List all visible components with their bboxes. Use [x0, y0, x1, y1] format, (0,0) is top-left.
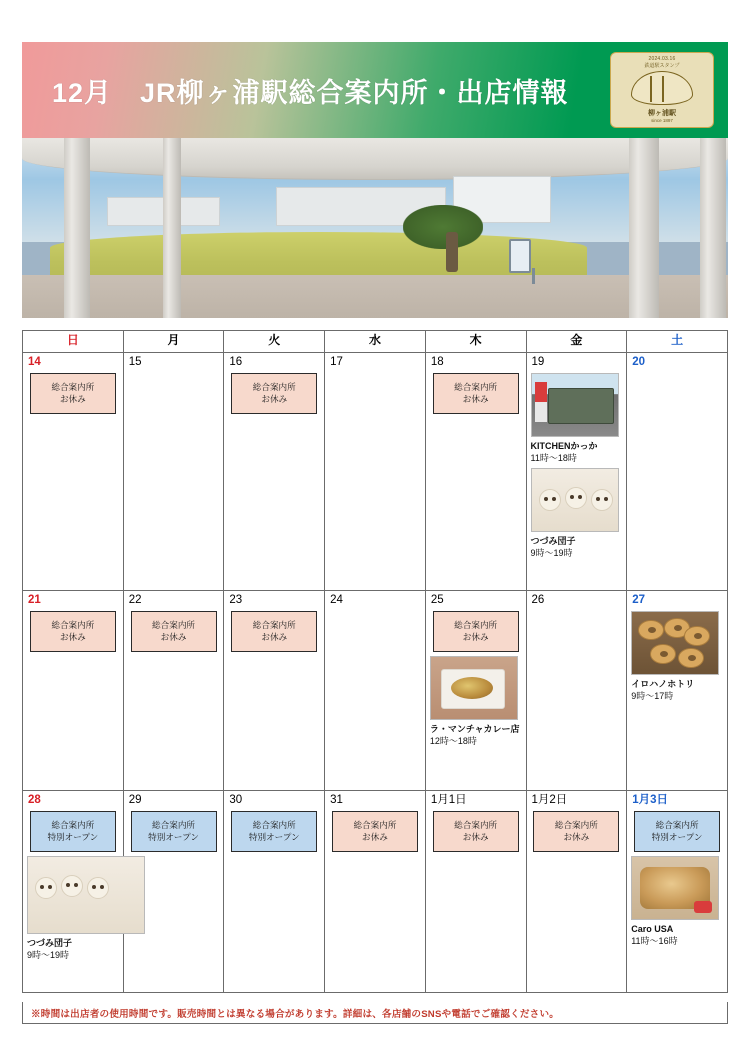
dango-ball-icon	[539, 489, 561, 511]
status-badge-line: お休み	[362, 832, 388, 843]
day-number: 1月2日	[531, 794, 568, 806]
day-cell-content	[124, 611, 224, 656]
calendar-weekday-土: 土	[627, 331, 728, 353]
calendar-day-cell[interactable]	[627, 353, 728, 591]
day-cell-content	[627, 369, 727, 373]
day-cell-content	[627, 611, 727, 706]
calendar-day-cell[interactable]	[627, 791, 728, 993]
day-cell-content	[23, 811, 123, 965]
bagel-icon	[638, 620, 664, 640]
bagel-icon	[684, 626, 710, 646]
day-number: 19	[531, 356, 545, 368]
calendar-week-row	[23, 353, 728, 591]
day-number: 14	[28, 356, 41, 368]
status-badge-line: お休み	[462, 394, 489, 405]
day-number: 17	[330, 356, 343, 368]
day-cell-content	[426, 373, 526, 418]
vendor-entry	[631, 856, 723, 947]
calendar-day-cell[interactable]	[224, 353, 325, 591]
dango-ball-icon	[87, 877, 109, 899]
vendor-entry	[631, 611, 723, 702]
info-center-status-badge	[30, 373, 116, 414]
day-cell-content	[527, 373, 627, 564]
info-center-status-badge	[533, 811, 619, 852]
vendor-hours: 12時〜18時	[429, 735, 477, 746]
vendor-hours: 11時〜16時	[631, 935, 678, 946]
day-cell-content	[224, 811, 324, 856]
vendor-name: つづみ団子	[530, 535, 576, 546]
photo-pillar-3	[629, 138, 659, 318]
info-center-status-badge	[30, 811, 116, 852]
bagel-icon	[678, 648, 704, 668]
day-cell-content	[527, 811, 627, 856]
status-badge-line: 総合案内所	[51, 619, 95, 630]
photo-information-board	[509, 239, 531, 273]
calendar-day-cell[interactable]	[425, 591, 526, 791]
station-building-icon	[631, 71, 693, 105]
bagel-icon	[650, 644, 676, 664]
calendar-day-cell[interactable]	[23, 791, 124, 993]
status-badge-line: お休み	[462, 832, 489, 843]
status-badge-line: お休み	[160, 632, 187, 643]
vendor-photo	[430, 656, 518, 720]
day-number: 23	[229, 594, 243, 606]
calendar-day-cell[interactable]	[526, 591, 627, 791]
status-badge-line: 総合案内所	[454, 819, 498, 830]
status-badge-line: お休み	[59, 632, 86, 643]
day-number: 30	[229, 794, 243, 806]
status-badge-line: お休み	[261, 632, 288, 643]
day-cell-content	[124, 811, 224, 856]
vendor-name: Caro USA	[631, 923, 674, 934]
status-badge-line: 総合案内所	[252, 819, 296, 830]
info-center-status-badge	[433, 373, 519, 414]
info-center-status-badge	[433, 811, 519, 852]
status-badge-line: 特別オープン	[248, 832, 300, 843]
vendor-entry	[531, 468, 623, 559]
vendor-hours: 9時〜19時	[530, 548, 573, 559]
stamp-subtitle: 鉄道駅スタンプ	[644, 63, 680, 69]
status-badge-line: 総合案内所	[152, 819, 196, 830]
day-cell-content	[224, 373, 324, 418]
vendor-name: イロハノホトリ	[631, 678, 695, 689]
day-cell-content	[224, 611, 324, 656]
calendar-day-cell[interactable]	[325, 353, 426, 591]
photo-palm-crown	[403, 205, 483, 249]
calendar-day-cell[interactable]	[325, 591, 426, 791]
day-number: 15	[128, 356, 142, 368]
calendar-table	[22, 330, 728, 993]
calendar-day-cell[interactable]	[425, 791, 526, 993]
calendar-day-cell[interactable]	[627, 591, 728, 791]
calendar-day-cell[interactable]	[123, 353, 224, 591]
vendor-photo	[531, 468, 619, 532]
status-badge-line: 特別オープン	[47, 832, 99, 843]
calendar-day-cell[interactable]	[526, 353, 627, 591]
status-badge-line: 総合案内所	[51, 819, 95, 830]
status-badge-line: 特別オープン	[651, 832, 703, 843]
vendor-photo	[631, 611, 719, 675]
status-badge-line: 総合案内所	[252, 381, 296, 392]
calendar-day-cell[interactable]	[425, 353, 526, 591]
vendor-hours: 9時〜17時	[631, 690, 674, 701]
day-number: 31	[330, 794, 343, 806]
status-badge-line: お休み	[59, 394, 86, 405]
day-number: 22	[128, 594, 142, 606]
photo-signpost	[532, 268, 535, 284]
calendar-weekday-日: 日	[23, 331, 124, 353]
day-cell-content	[23, 611, 123, 656]
calendar-weekday-金: 金	[526, 331, 627, 353]
day-number: 29	[128, 794, 142, 806]
status-badge-line: お休み	[462, 632, 489, 643]
photo-palm-trunk	[446, 232, 458, 272]
calendar-day-cell[interactable]	[224, 591, 325, 791]
status-badge-line: 総合案内所	[655, 819, 699, 830]
info-center-status-badge	[231, 811, 317, 852]
status-badge-line: 総合案内所	[152, 619, 196, 630]
day-number: 26	[531, 594, 545, 606]
calendar-day-cell[interactable]	[526, 791, 627, 993]
status-badge-line: 総合案内所	[554, 819, 598, 830]
calendar-weekday-水: 水	[325, 331, 426, 353]
calendar-weekday-木: 木	[425, 331, 526, 353]
vendor-photo	[531, 373, 619, 437]
photo-canopy	[22, 138, 728, 180]
dango-ball-icon	[61, 875, 83, 897]
dango-ball-icon	[591, 489, 613, 511]
info-center-status-badge	[332, 811, 418, 852]
stamp-station-name: 柳ヶ浦駅	[648, 110, 676, 117]
day-cell-content	[325, 607, 425, 611]
day-number: 18	[430, 356, 444, 368]
info-center-status-badge	[131, 611, 217, 652]
vendor-entry	[27, 856, 119, 961]
status-badge-line: 総合案内所	[252, 619, 296, 630]
info-center-status-badge	[231, 611, 317, 652]
day-number: 1月1日	[430, 794, 467, 806]
day-number: 25	[430, 594, 444, 606]
status-badge-line: 総合案内所	[51, 381, 95, 392]
vendor-name: ラ・マンチャカレー店	[429, 723, 520, 734]
photo-pavement	[22, 275, 728, 318]
day-cell-content	[124, 369, 224, 373]
day-number: 21	[28, 594, 41, 606]
day-number: 16	[229, 356, 243, 368]
info-center-status-badge	[231, 373, 317, 414]
vendor-entry	[531, 373, 623, 464]
day-cell-content	[325, 811, 425, 856]
info-center-status-badge	[634, 811, 720, 852]
vendor-entry	[430, 656, 522, 747]
day-number: 1月3日	[632, 794, 669, 806]
day-cell-content	[627, 811, 727, 951]
status-badge-line: お休み	[261, 394, 288, 405]
day-cell-content	[23, 373, 123, 418]
calendar-day-cell[interactable]	[325, 791, 426, 993]
calendar-day-cell[interactable]	[123, 591, 224, 791]
day-number: 24	[330, 594, 343, 606]
stamp-since: since 1897	[651, 118, 673, 123]
station-stamp	[610, 52, 714, 128]
station-plaza-photo	[22, 138, 728, 318]
info-center-status-badge	[30, 611, 116, 652]
day-cell-content	[426, 611, 526, 751]
status-badge-line: 特別オープン	[148, 832, 199, 843]
dango-ball-icon	[565, 487, 587, 509]
footer-notice: ※時間は出店者の使用時間です。販売時間とは異なる場合があります。詳細は、各店舗のSNSや電話でご確認ください。	[31, 1008, 560, 1020]
status-badge-line: 総合案内所	[454, 619, 498, 630]
page-title: 12月 JR柳ヶ浦駅総合案内所・出店情報	[52, 77, 569, 108]
calendar-day-cell[interactable]	[23, 353, 124, 591]
calendar-header-row	[23, 331, 728, 353]
day-number: 20	[632, 356, 646, 368]
day-cell-content	[426, 811, 526, 856]
stamp-date: 2024.03.16	[648, 56, 676, 62]
status-badge-line: 総合案内所	[454, 381, 498, 392]
vendor-hours: 11時〜18時	[530, 452, 577, 463]
calendar-day-cell[interactable]	[224, 791, 325, 993]
vendor-photo	[27, 856, 145, 934]
status-badge-line: 総合案内所	[353, 819, 397, 830]
day-cell-content	[325, 369, 425, 373]
calendar-weekday-火: 火	[224, 331, 325, 353]
info-center-status-badge	[433, 611, 519, 652]
photo-pillar-2	[163, 138, 181, 318]
photo-pillar-4	[700, 138, 726, 318]
vendor-name: KITCHENかっか	[530, 440, 598, 451]
vendor-hours: 9時〜19時	[27, 949, 70, 960]
vendor-name: つづみ団子	[27, 937, 73, 948]
calendar-week-row	[23, 791, 728, 993]
calendar-week-row	[23, 591, 728, 791]
calendar-weekday-月: 月	[123, 331, 224, 353]
footer-notice-bar	[22, 1002, 728, 1024]
vendor-photo	[631, 856, 719, 920]
header-banner	[22, 42, 728, 138]
info-center-status-badge	[131, 811, 217, 852]
dango-ball-icon	[35, 877, 57, 899]
photo-pillar-1	[64, 138, 90, 318]
day-number: 27	[632, 594, 646, 606]
day-cell-content	[527, 607, 627, 611]
calendar-day-cell[interactable]	[23, 591, 124, 791]
day-number: 28	[28, 794, 41, 806]
status-badge-line: お休み	[563, 832, 590, 843]
